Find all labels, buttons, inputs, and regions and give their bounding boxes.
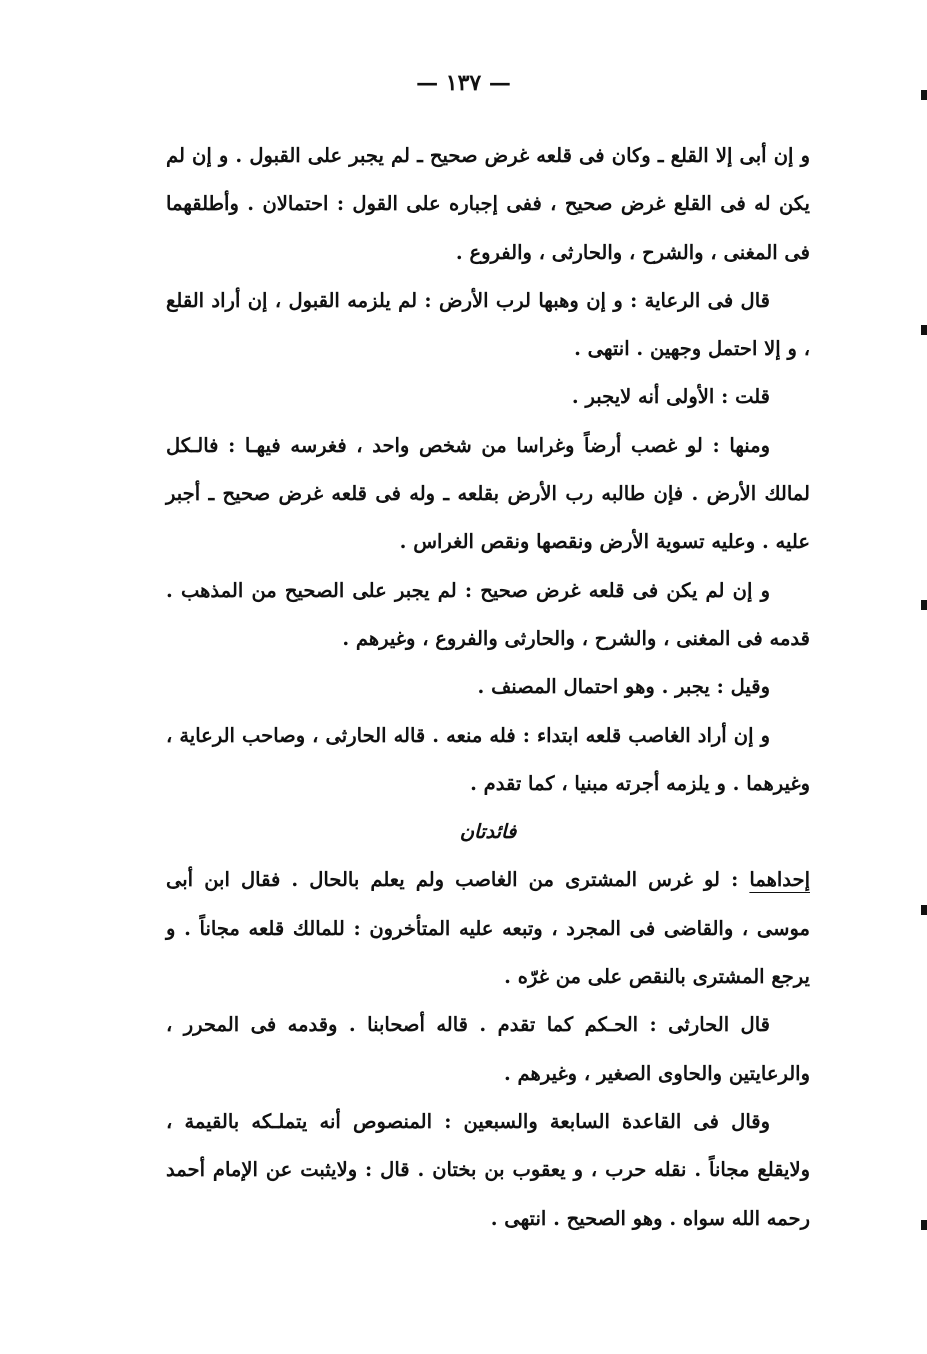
body-text (166, 132, 810, 1243)
edge-mark (921, 1220, 927, 1230)
paragraph-9: قال الحارثى : الحـكم كما تقدم . قاله أصحابنا . وقدمه فى المحرر ، والرعايتين والحاوى الصغير ، وغيرهم . (166, 1013, 810, 1085)
section-heading: فائدتان (459, 820, 517, 844)
lead-word: إحداهما (749, 868, 810, 892)
page-number: — ١٣٧ — (416, 70, 511, 96)
paragraph-10: وقال فى القاعدة السابعة والسبعين : المنصوص أنه يتملـكه بالقيمة ، ولايقلع مجاناً . نقله حرب ، و يعقوب بن بختان . قال : ولايثبت عن الإمام أحمد رحمه الله سواه . وهو الصحيح . انتهى . (166, 1109, 810, 1230)
paragraph-8-text: : لو غرس المشترى من الغاصب ولم يعلم بالحال . فقال ابن أبى موسى ، والقاضى فى المجرد ، وتبعه عليه المتأخرون : للمالك قلعه مجاناً . و يرجع المشترى بالنقص على من غرّه . (166, 868, 810, 989)
paragraph-4: ومنها : لو غصب أرضاً وغراسا من شخص واحد ، فغرسه فيهـا : فالـكل لمالك الأرض . فإن طالبه رب الأرض بقلعه ـ وله فى قلعه غرض صحيح ـ أجبر عليه . وعليه تسوية الأرض ونقصها ونقص الغراس . (166, 433, 810, 554)
paragraph-1: و إن أبى إلا القلع ـ وكان فى قلعه غرض صحيح ـ لم يجبر على القبول . و إن لم يكن له فى القلع غرض صحيح ، ففى إجباره على القول : احتمالان . وأطلقهما فى المغنى ، والشرح ، والحارثى ، والفروع . (166, 144, 810, 264)
paragraph-5: و إن لم يكن فى قلعه غرض صحيح : لم يجبر على الصحيح من المذهب . قدمه فى المغنى ، والشرح ، والحارثى والفروع ، وغيرهم . (166, 578, 810, 650)
paragraph-8 (166, 856, 810, 1001)
edge-mark (921, 905, 927, 915)
edge-mark (921, 600, 927, 610)
edge-mark (921, 325, 927, 335)
paragraph-7: و إن أراد الغاصب قلعه ابتداء : فله منعه . قاله الحارثى ، وصاحب الرعاية ، وغيرهما . و يلزمه أجرته مبنيا ، كما تقدم . (166, 723, 810, 795)
paragraph-3: قلت : الأولى أنه لايجبر . (571, 385, 770, 409)
paragraph-2: قال فى الرعاية : و إن وهبها لرب الأرض : لم يلزمه القبول ، إن أراد القلع ، و إلا احتمل وجهين . انتهى . (166, 288, 810, 361)
paragraph-6: وقيل : يجبر . وهو احتمال المصنف . (477, 675, 770, 699)
edge-mark (921, 90, 927, 100)
